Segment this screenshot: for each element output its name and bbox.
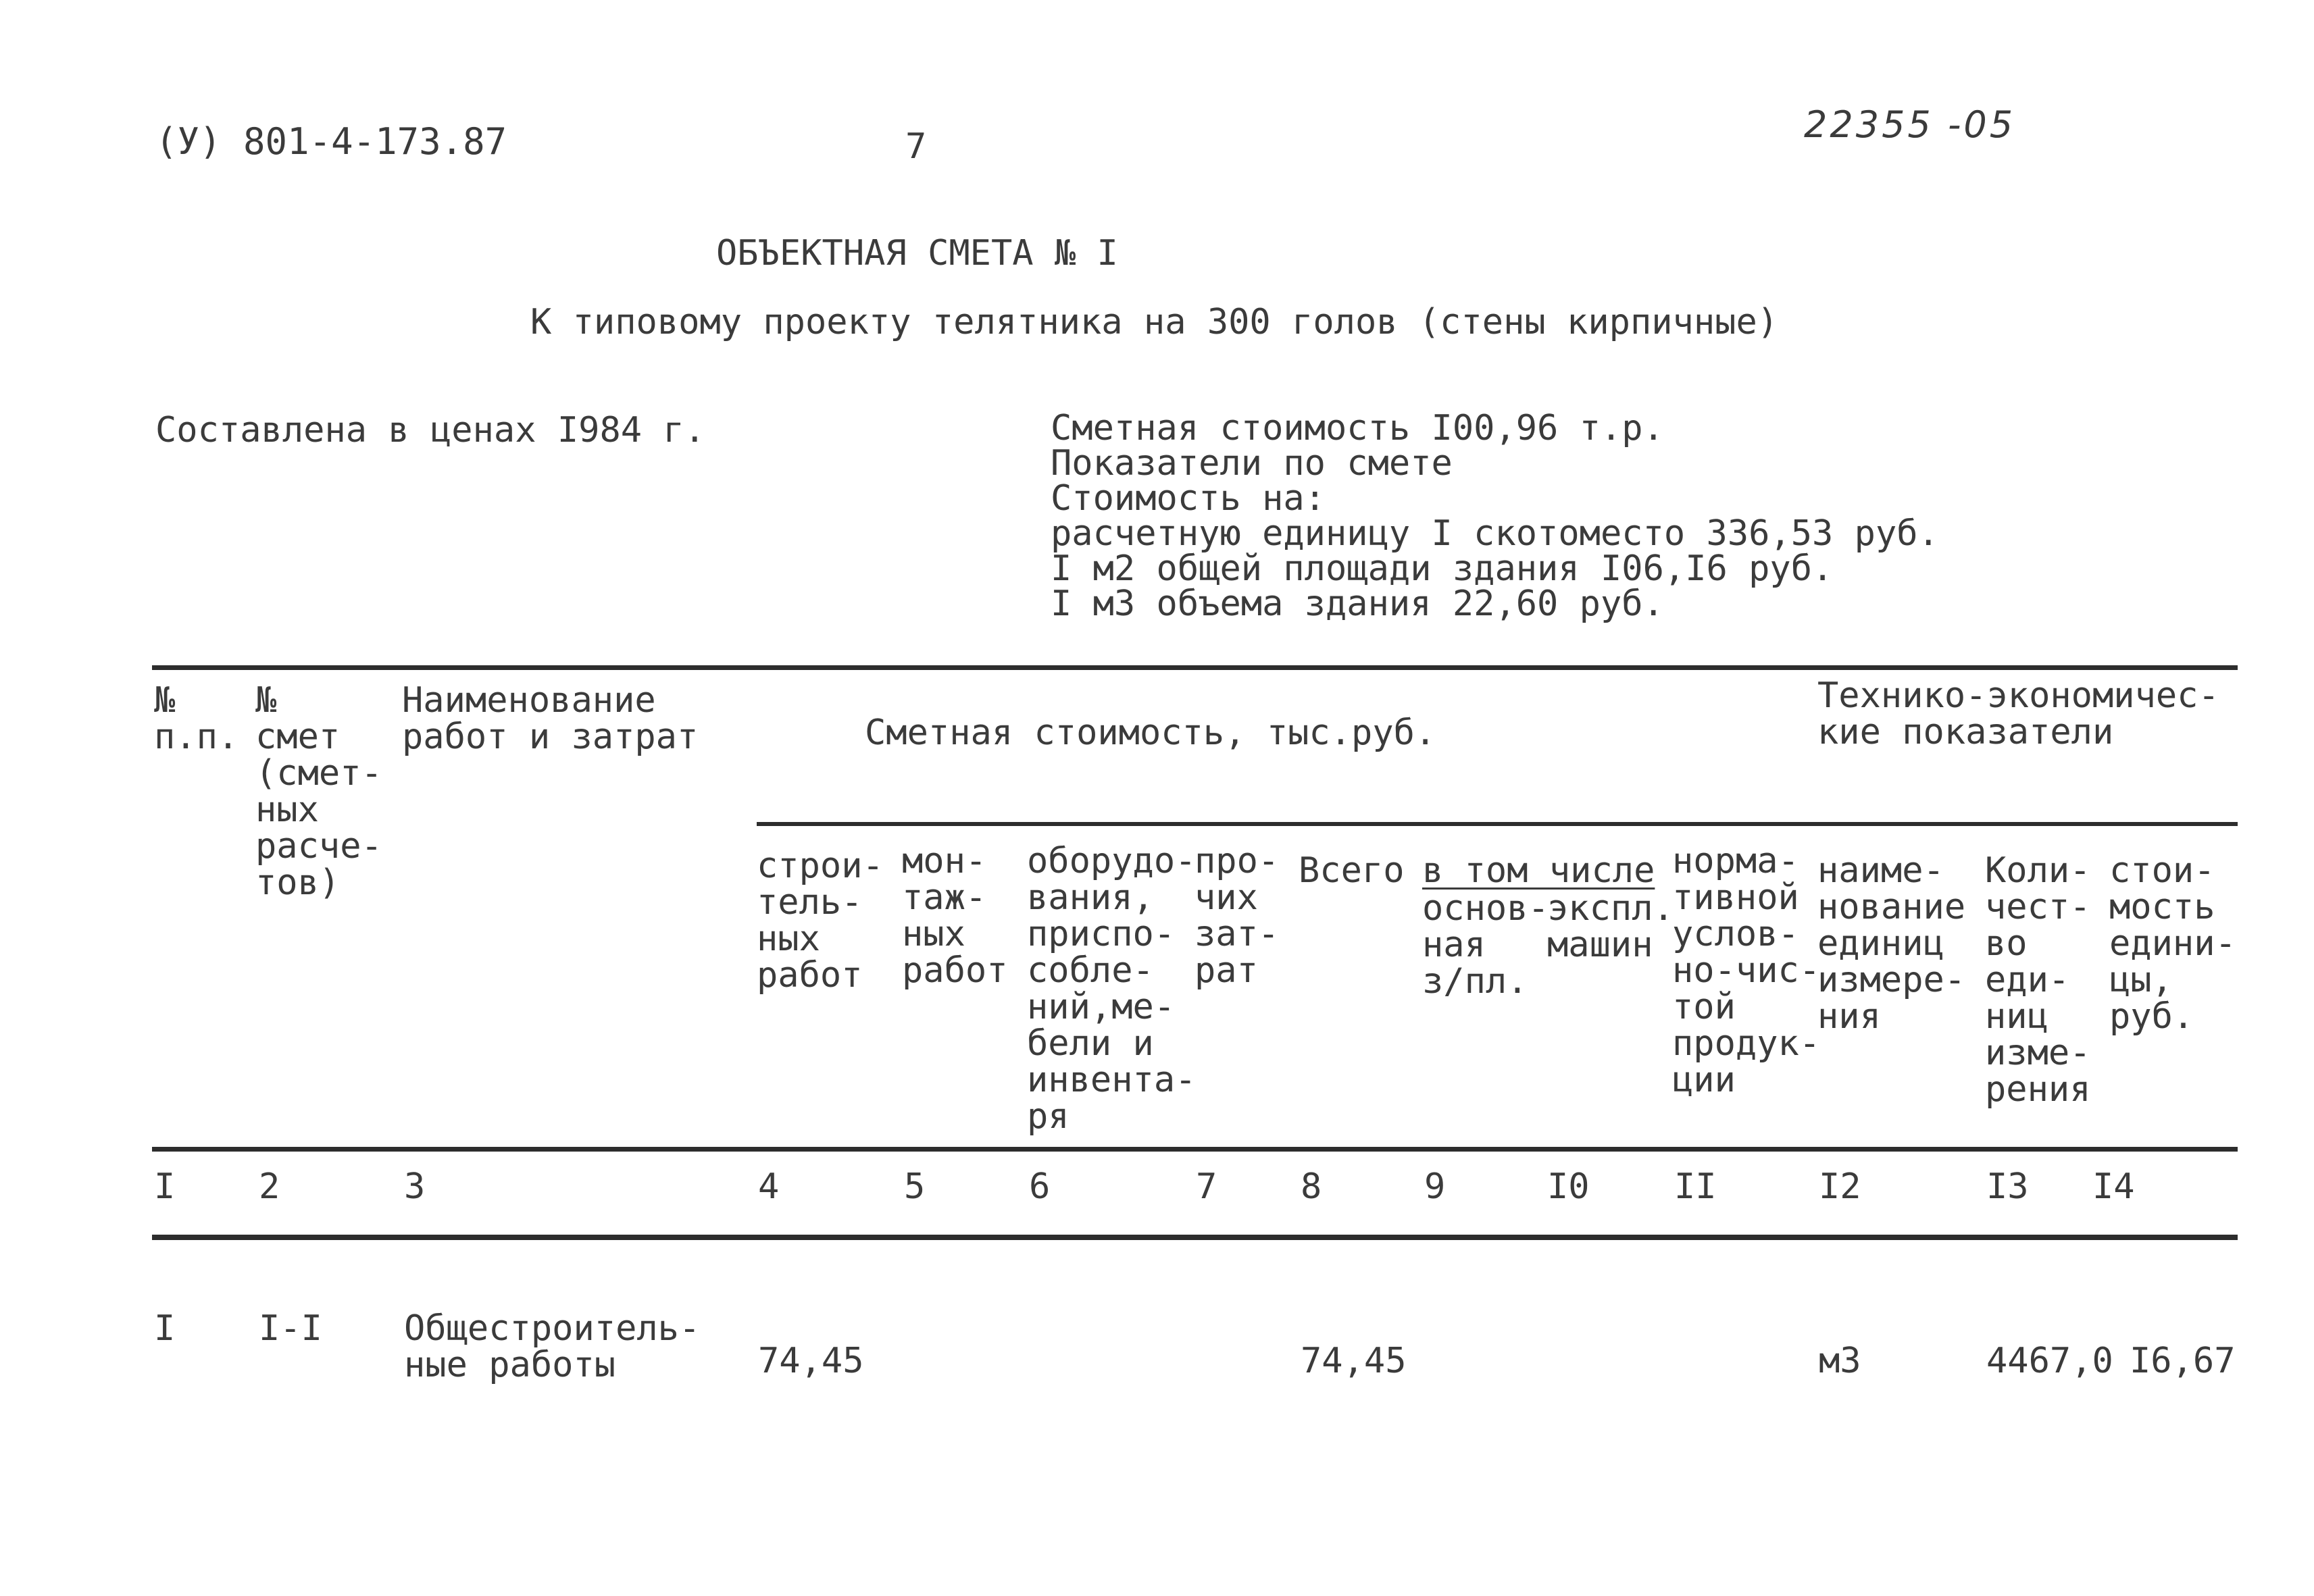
table-top-rule: [152, 665, 2238, 670]
column-number: 3: [404, 1166, 426, 1207]
column-number: 5: [904, 1166, 926, 1207]
summary-line: расчетную единицу I скотоместо 336,53 руб.: [1051, 513, 1939, 554]
col-header-construction: строи- тель- ных работ: [757, 846, 884, 996]
row-work-name: Общестроитель- ные работы: [404, 1308, 701, 1385]
summary-line: Показатели по смете: [1051, 443, 1453, 484]
summary-line: I м2 общей площади здания I06,I6 руб.: [1051, 548, 1834, 589]
summary-block: [1051, 408, 1939, 624]
column-number: 4: [758, 1166, 780, 1207]
summary-line: Сметная стоимость I00,96 т.р.: [1051, 408, 1664, 448]
row-total-cost: 74,45: [1301, 1341, 1407, 1381]
group-header-cost: Сметная стоимость, тыс.руб.: [865, 713, 1436, 753]
doc-code: (У) 801-4-173.87: [155, 120, 507, 163]
column-numbers-rule: [152, 1235, 2238, 1240]
column-number: 6: [1029, 1166, 1051, 1207]
row-unit-cost: I6,67: [2130, 1341, 2236, 1381]
column-number: I2: [1819, 1166, 1861, 1207]
row-estimate-number: I-I: [259, 1308, 322, 1349]
summary-line: I м3 объема здания 22,60 руб.: [1051, 584, 1664, 624]
column-number: 8: [1301, 1166, 1322, 1207]
col-header-equipment: оборудо- вания, приспо- собле- ний,ме- бели и инвента- ря: [1027, 841, 1197, 1137]
page-number: 7: [905, 126, 927, 167]
column-number: 2: [259, 1166, 280, 1207]
row-number: I: [154, 1308, 176, 1349]
column-number: I4: [2092, 1166, 2135, 1207]
col-header-total: Всего: [1299, 850, 1405, 891]
column-number: II: [1674, 1166, 1717, 1207]
col-header-base-salary: основ- ная з/пл.: [1422, 888, 1549, 1002]
summary-line: Стоимость на:: [1051, 478, 1326, 519]
col-header-number: № п.п.: [154, 680, 239, 757]
col-header-unit-cost: стои- мость едини- цы, руб.: [2109, 850, 2236, 1037]
column-number: I3: [1986, 1166, 2029, 1207]
column-number: 9: [1424, 1166, 1446, 1207]
col-header-including: в том числе: [1422, 850, 1655, 891]
row-unit: м3: [1819, 1341, 1861, 1381]
column-number: I: [154, 1166, 176, 1207]
document-subtitle: К типовому проекту телятника на 300 голов (стены кирпичные): [530, 302, 1779, 342]
row-construction-cost: 74,45: [758, 1341, 864, 1381]
prices-note: Составлена в ценах I984 г.: [155, 410, 705, 451]
col-header-estimate: № смет (смет- ных расче- тов): [255, 680, 382, 903]
col-header-name: Наименование работ и затрат: [402, 680, 699, 757]
col-header-installation: мон- таж- ных работ: [902, 841, 1008, 991]
column-number: 7: [1196, 1166, 1217, 1207]
archive-number: 22355 -05: [1804, 103, 2016, 146]
document-title: ОБЪЕКТНАЯ СМЕТА № I: [716, 233, 1118, 274]
subheader-rule: [757, 822, 2238, 826]
row-quantity: 4467,0: [1986, 1341, 2113, 1381]
col-header-net-product: норма- тивной услов- но-чис- той продук- ции: [1672, 841, 1821, 1100]
group-header-tech: Технико-экономичес- кие показатели: [1817, 675, 2219, 752]
col-header-unit-name: наиме- нование единиц измере- ния: [1817, 850, 1966, 1037]
col-header-quantity: Коли- чест- во еди- ниц изме- рения: [1985, 850, 2091, 1110]
header-bottom-rule: [152, 1147, 2238, 1152]
col-header-machines: экспл. машин: [1547, 888, 1674, 965]
col-header-other: про- чих зат- рат: [1194, 841, 1280, 991]
column-number: I0: [1547, 1166, 1590, 1207]
